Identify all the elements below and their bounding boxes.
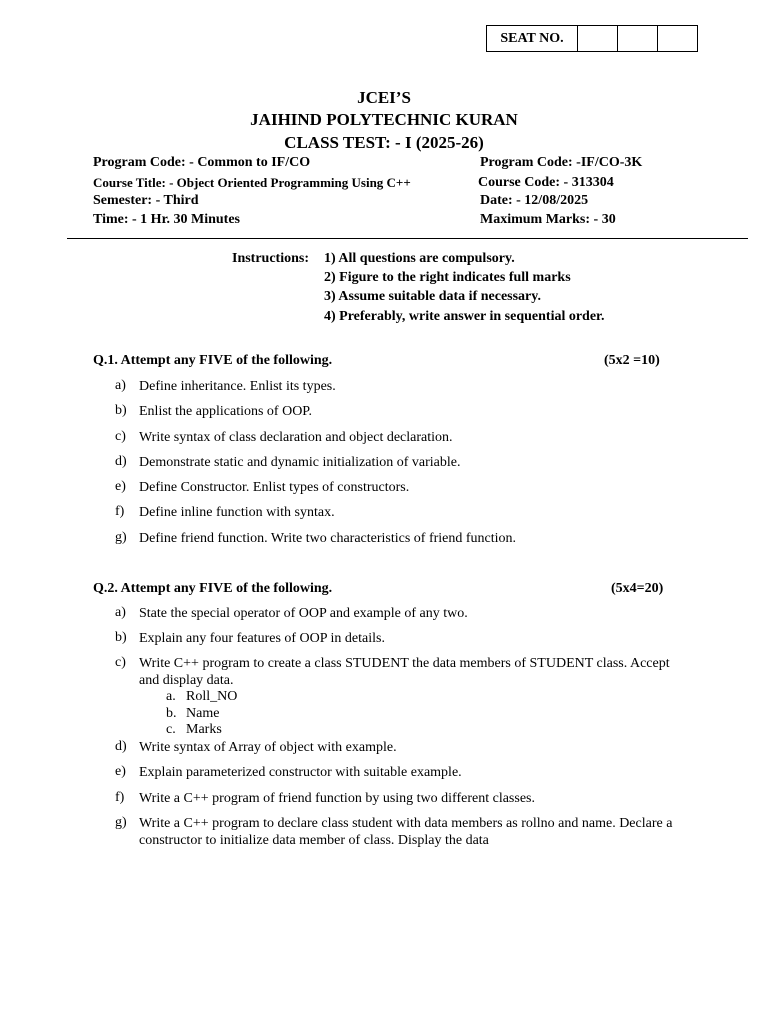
item-marker: a) xyxy=(115,378,126,393)
q1-item xyxy=(115,454,679,471)
item-text: Write C++ program to create a class STUDENT the data members of STUDENT class. Accept and display data. xyxy=(139,656,670,688)
institute-short-name: JCEI’S xyxy=(357,88,411,107)
item-marker: b) xyxy=(115,403,127,418)
q1-heading: Q.1. Attempt any FIVE of the following. xyxy=(93,353,333,368)
q1-marks: (5x2 =10) xyxy=(604,353,660,368)
q2-item xyxy=(115,790,679,807)
seat-number-cell xyxy=(578,26,618,51)
q2-heading: Q.2. Attempt any FIVE of the following. xyxy=(93,581,333,596)
subitem-text: Marks xyxy=(186,722,222,737)
semester: Semester: - Third xyxy=(93,193,199,208)
item-marker: a) xyxy=(115,605,126,620)
item-marker: c) xyxy=(115,429,126,444)
instructions-label: Instructions: xyxy=(232,251,310,266)
item-text: Demonstrate static and dynamic initialization of variable. xyxy=(139,455,461,470)
q2-marks: (5x4=20) xyxy=(611,581,664,596)
q2-item xyxy=(115,630,679,647)
item-marker: b) xyxy=(115,630,127,645)
item-marker: f) xyxy=(115,790,125,805)
program-code-left: Program Code: - Common to IF/CO xyxy=(93,155,311,170)
item-text: Define friend function. Write two characteristics of friend function. xyxy=(139,531,517,546)
seat-number-label: SEAT NO. xyxy=(487,26,578,51)
exam-date: Date: - 12/08/2025 xyxy=(480,193,589,208)
item-text: Explain any four features of OOP in details. xyxy=(139,631,385,646)
q2-subitem xyxy=(166,706,219,722)
item-text: Define Constructor. Enlist types of constructors. xyxy=(139,480,410,495)
q2-subitem xyxy=(166,722,222,738)
seat-number-box xyxy=(486,25,698,52)
item-marker: g) xyxy=(115,530,127,545)
item-text: Define inheritance. Enlist its types. xyxy=(139,379,336,394)
item-marker: c) xyxy=(115,655,126,670)
item-marker: d) xyxy=(115,739,127,754)
maximum-marks: Maximum Marks: - 30 xyxy=(480,212,616,227)
seat-number-cell xyxy=(618,26,658,51)
item-text: State the special operator of OOP and example of any two. xyxy=(139,606,468,621)
q1-item xyxy=(115,479,679,496)
course-title: Course Title: - Object Oriented Programming Using C++ xyxy=(93,175,411,190)
subitem-text: Name xyxy=(186,706,220,721)
subitem-marker: b. xyxy=(166,706,177,721)
instruction-item: 3) Assume suitable data if necessary. xyxy=(324,289,541,304)
q1-item xyxy=(115,530,679,547)
q2-item xyxy=(115,815,679,849)
item-text: Explain parameterized constructor with suitable example. xyxy=(139,765,462,780)
exam-time: Time: - 1 Hr. 30 Minutes xyxy=(93,212,240,227)
instruction-item: 4) Preferably, write answer in sequential order. xyxy=(324,309,605,324)
seat-number-cell xyxy=(658,26,697,51)
q1-item xyxy=(115,378,679,395)
q2-item xyxy=(115,655,679,689)
q2-subitem xyxy=(166,689,237,705)
item-text: Write syntax of Array of object with example. xyxy=(139,740,397,755)
item-text: Define inline function with syntax. xyxy=(139,505,335,520)
subitem-text: Roll_NO xyxy=(186,689,238,704)
item-marker: d) xyxy=(115,454,127,469)
item-marker: f) xyxy=(115,504,125,519)
q1-item xyxy=(115,429,679,446)
item-marker: e) xyxy=(115,764,126,779)
q2-item xyxy=(115,605,679,622)
item-text: Write a C++ program to declare class student with data members as rollno and name. Declare a constructor to initialize data member of class. Display the data xyxy=(139,816,673,848)
item-marker: e) xyxy=(115,479,126,494)
course-code: Course Code: - 313304 xyxy=(478,175,614,190)
test-title: CLASS TEST: - I (2025-26) xyxy=(284,133,484,152)
instruction-item: 2) Figure to the right indicates full marks xyxy=(324,270,571,285)
q2-item xyxy=(115,764,679,781)
q2-item xyxy=(115,739,679,756)
institute-name: JAIHIND POLYTECHNIC KURAN xyxy=(250,110,518,129)
item-marker: g) xyxy=(115,815,127,830)
subitem-marker: c. xyxy=(166,722,176,737)
q1-item xyxy=(115,403,679,420)
item-text: Enlist the applications of OOP. xyxy=(139,404,313,419)
instruction-item: 1) All questions are compulsory. xyxy=(324,251,515,266)
item-text: Write a C++ program of friend function by using two different classes. xyxy=(139,791,535,806)
item-text: Write syntax of class declaration and object declaration. xyxy=(139,430,453,445)
program-code-right: Program Code: -IF/CO-3K xyxy=(480,155,643,170)
subitem-marker: a. xyxy=(166,689,176,704)
header-divider xyxy=(67,238,748,239)
q1-item xyxy=(115,504,679,521)
